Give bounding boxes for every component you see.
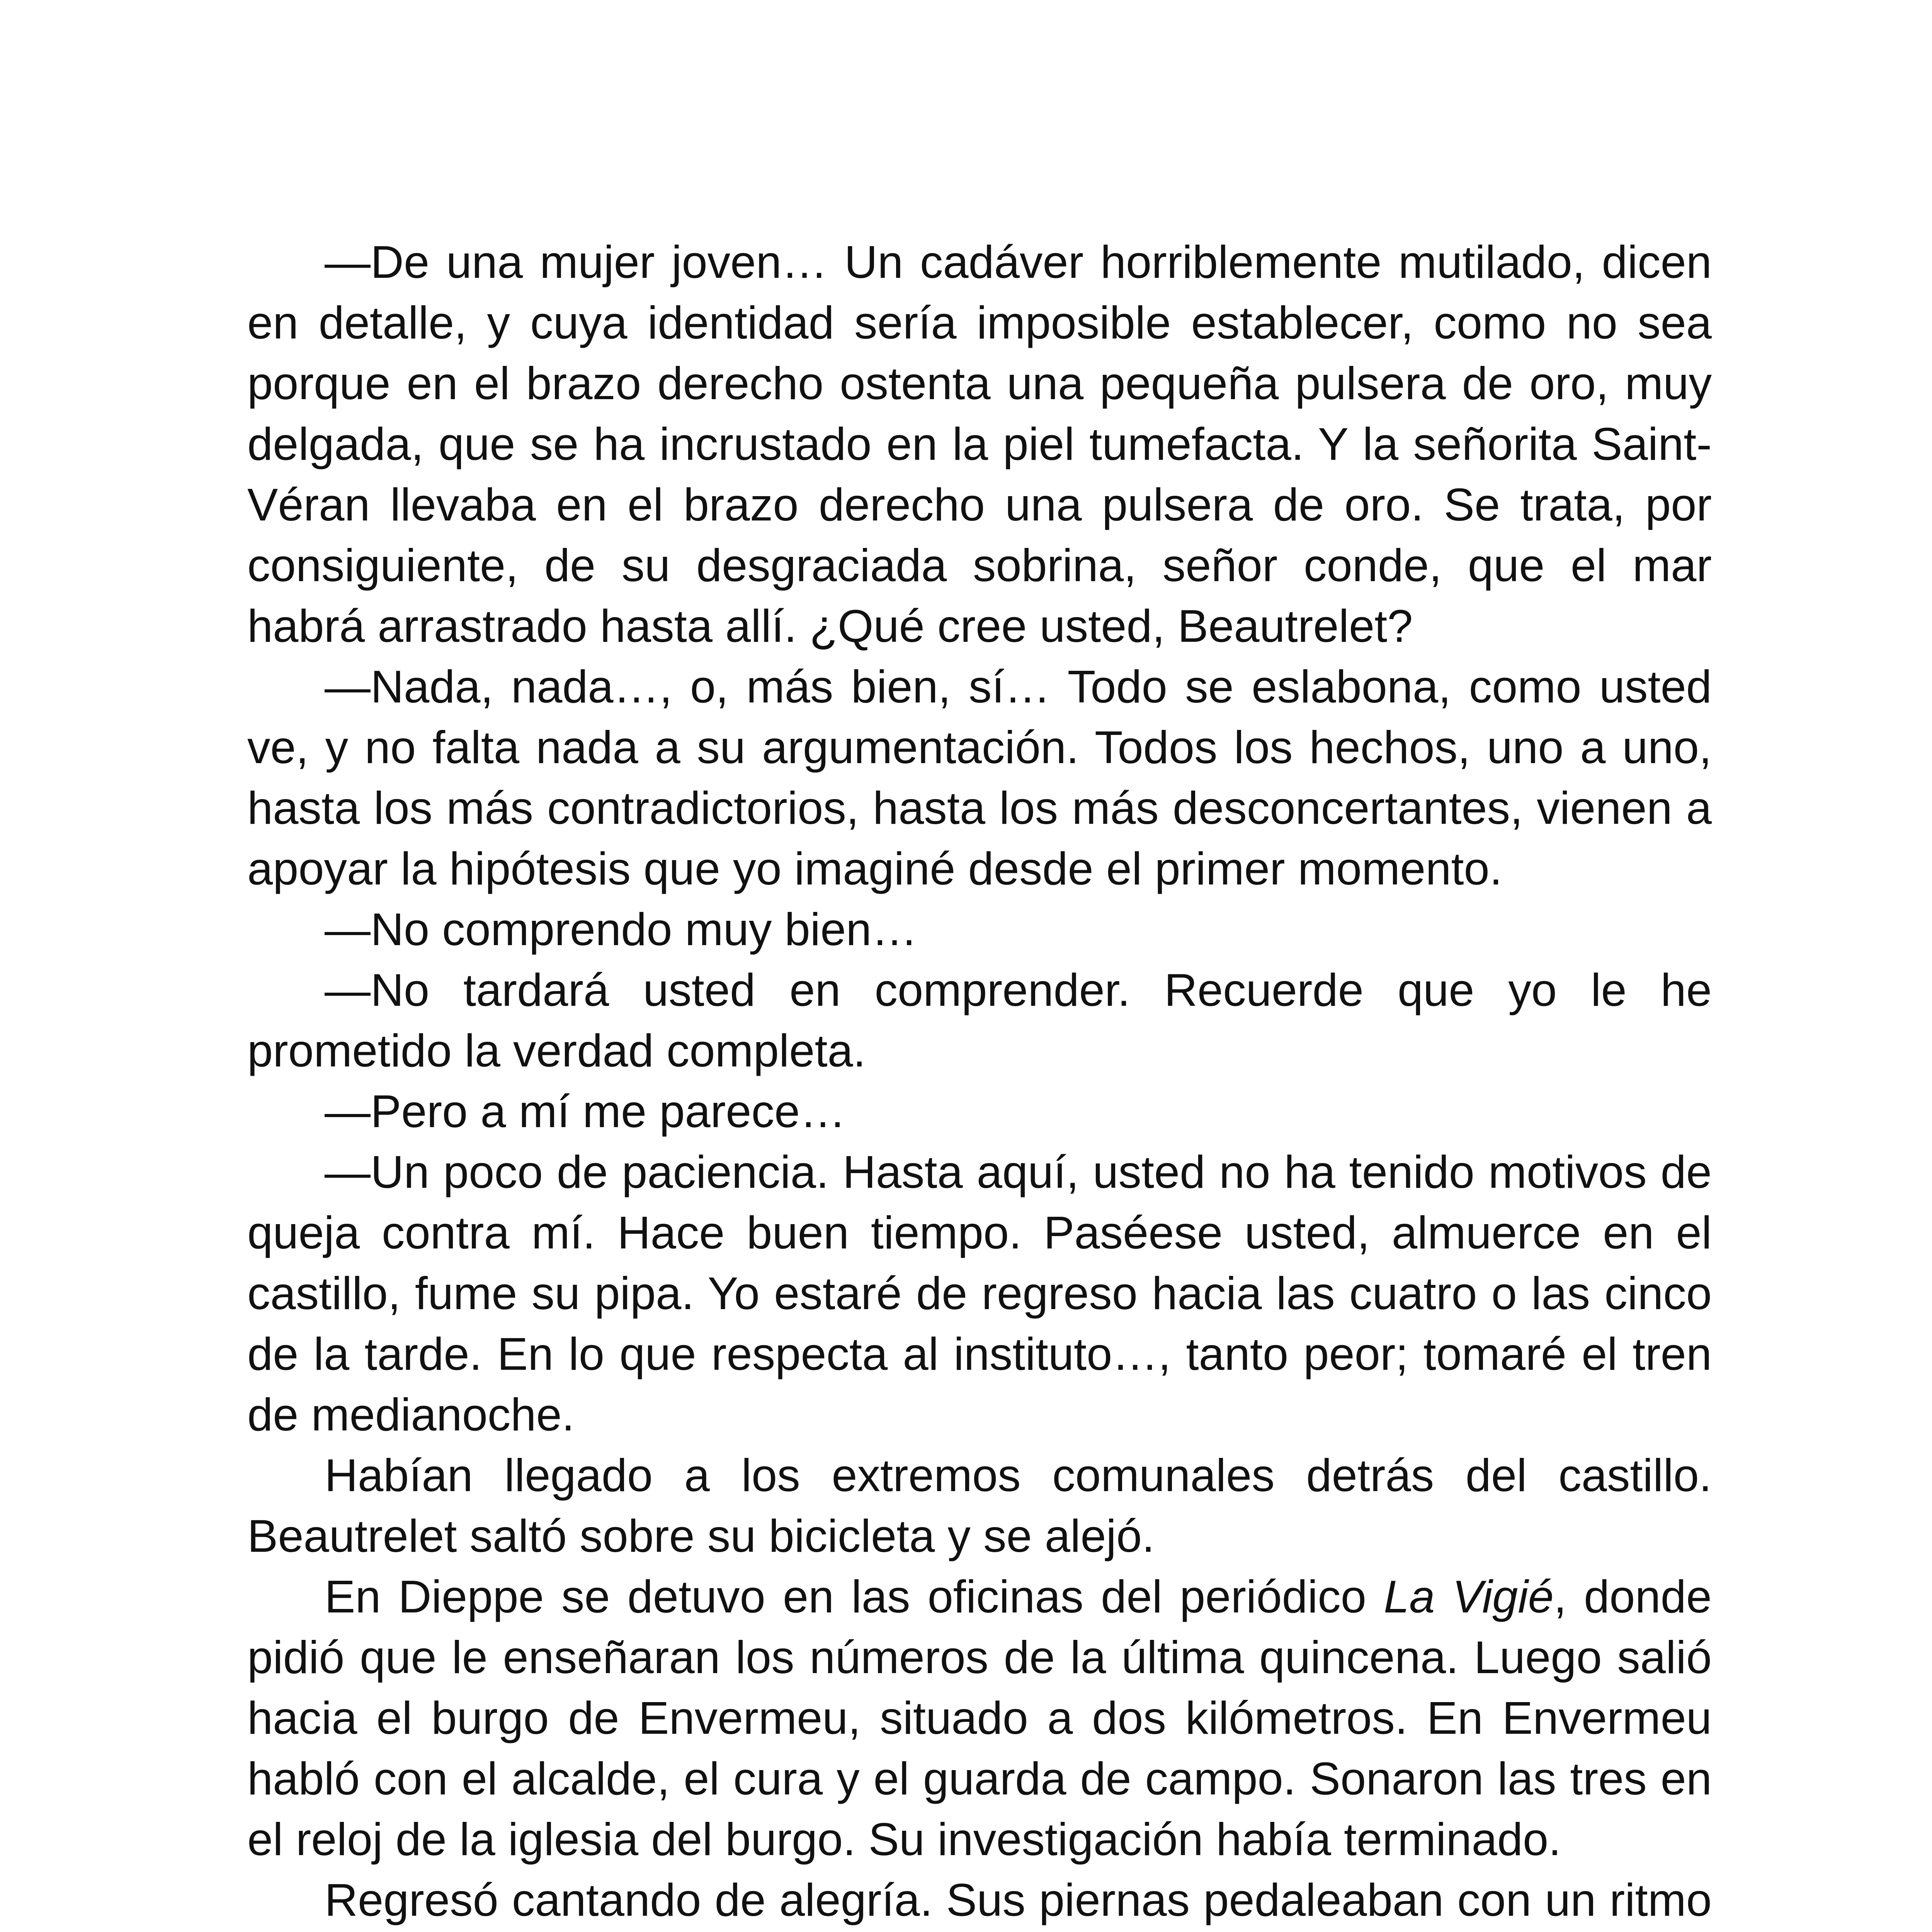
paragraph-nada-nada: —Nada, nada…, o, más bien, sí… Todo se eslabona, como usted ve, y no falta nada a su argumentación. Todos los hechos, uno a uno, hasta los más contradictorios, hasta los más desconcertantes, vienen a apoyar la hipótesis que yo imaginé desde el primer momento. (247, 661, 1712, 895)
paragraph-no-tardara: —No tardará usted en comprender. Recuerde que yo le he prometido la verdad completa. (247, 964, 1712, 1077)
page-body (247, 232, 1712, 1932)
paragraph-paciencia: —Un poco de paciencia. Hasta aquí, usted no ha tenido motivos de queja contra mí. Hace buen tiempo. Paséese usted, almuerce en el castillo, fume su pipa. Yo estaré de regreso hacia las cuatro o las cinco de la tarde. En lo que respecta al instituto…, tanto peor; tomaré el tren de medianoche. (247, 1146, 1712, 1440)
paragraph-dieppe (247, 1566, 1712, 1870)
paragraph-bicicleta: Habían llegado a los extremos comunales detrás del castillo. Beautrelet saltó sobre su bicicleta y se alejó. (247, 1450, 1712, 1562)
newspaper-title: La Vigié (1384, 1571, 1554, 1622)
paragraph-no-comprendo: —No comprendo muy bien… (325, 904, 918, 955)
paragraph-cadaver: —De una mujer joven… Un cadáver horriblemente mutilado, dicen en detalle, y cuya identidad sería imposible establecer, como no sea porque en el brazo derecho ostenta una pequeña pulsera de oro, muy delgada, que se ha incrustado en la piel tumefacta. Y la señorita Saint-Véran llevaba en el brazo derecho una pulsera de oro. Se trata, por consiguiente, de su desgraciada sobrina, señor conde, que el mar habrá arrastrado hasta allí. ¿Qué cree usted, Beautrelet? (247, 236, 1712, 652)
paragraph-pero-a-mi: —Pero a mí me parece… (325, 1086, 846, 1137)
paragraph-dieppe-start: En Dieppe se detuvo en las oficinas del periódico (325, 1571, 1384, 1622)
paragraph-dieppe-rest: , donde pidió que le enseñaran los números de la última quincena. Luego salió hacia el burgo de Envermeu, situado a dos kilómetros. En Envermeu habló con el alcalde, el cura y el guarda de campo. Sonaron las tres en el reloj de la iglesia del burgo. Su investigación había terminado. (247, 1571, 1712, 1865)
paragraph-regreso: Regresó cantando de alegría. Sus piernas pedaleaban con un ritmo (325, 1874, 1712, 1926)
